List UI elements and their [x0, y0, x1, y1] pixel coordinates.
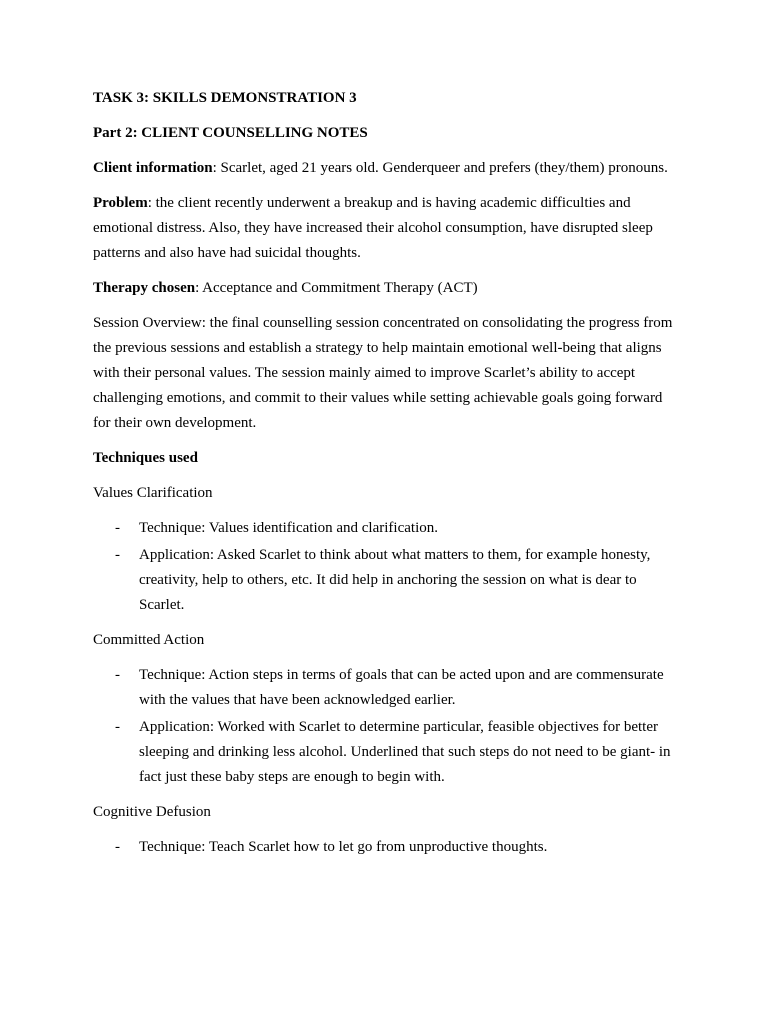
problem-text: : the client recently underwent a breakup and is having academic difficulties and emotional distress. Also, they have increased their alcohol consumption, have disrupted sleep patterns and also have had suicidal thoughts. — [93, 195, 653, 261]
therapy-label: Therapy chosen — [93, 280, 196, 296]
dash-bullet: - — [115, 719, 120, 735]
list-item: - Technique: Action steps in terms of goals that can be acted upon and are commensurate with the values that have been acknowledged earlier. — [93, 663, 683, 713]
dash-bullet: - — [115, 667, 120, 683]
problem-paragraph — [93, 191, 683, 266]
technique-list — [93, 835, 683, 860]
dash-bullet: - — [115, 547, 120, 563]
techniques-heading: Techniques used — [93, 450, 198, 466]
dash-bullet: - — [115, 520, 120, 536]
dash-bullet: - — [115, 839, 120, 855]
client-information-label: Client information — [93, 160, 213, 176]
therapy-paragraph — [93, 276, 683, 301]
section-title: Committed Action — [93, 632, 205, 648]
section-title: Cognitive Defusion — [93, 804, 211, 820]
section-title: Values Clarification — [93, 485, 213, 501]
list-item: - Application: Worked with Scarlet to determine particular, feasible objectives for better sleeping and drinking less alcohol. Underlined that such steps do not need to be giant- in fact just these baby steps are enough to begin with. — [93, 715, 683, 790]
client-information-text: : Scarlet, aged 21 years old. Genderqueer and prefers (they/them) pronouns. — [212, 160, 668, 176]
problem-label: Problem — [93, 195, 148, 211]
list-item: - Application: Asked Scarlet to think about what matters to them, for example honesty, creativity, help to others, etc. It did help in anchoring the session on what is dear to Scarlet. — [93, 543, 683, 618]
list-item: - Technique: Values identification and clarification. — [93, 516, 683, 541]
technique-list — [93, 663, 683, 790]
therapy-text: : Acceptance and Commitment Therapy (ACT) — [195, 280, 478, 296]
list-item: - Technique: Teach Scarlet how to let go from unproductive thoughts. — [93, 835, 683, 860]
document-subtitle: Part 2: CLIENT COUNSELLING NOTES — [93, 125, 368, 141]
document-title: TASK 3: SKILLS DEMONSTRATION 3 — [93, 90, 357, 106]
technique-list — [93, 516, 683, 618]
client-information-paragraph — [93, 156, 683, 181]
document-page — [93, 86, 683, 870]
session-overview-paragraph: Session Overview: the final counselling session concentrated on consolidating the progress from the previous sessions and establish a strategy to help maintain emotional well-being that aligns with their personal values. The session mainly aimed to improve Scarlet’s ability to accept challenging emotions, and commit to their values while setting achievable goals going forward for their own development. — [93, 315, 673, 431]
